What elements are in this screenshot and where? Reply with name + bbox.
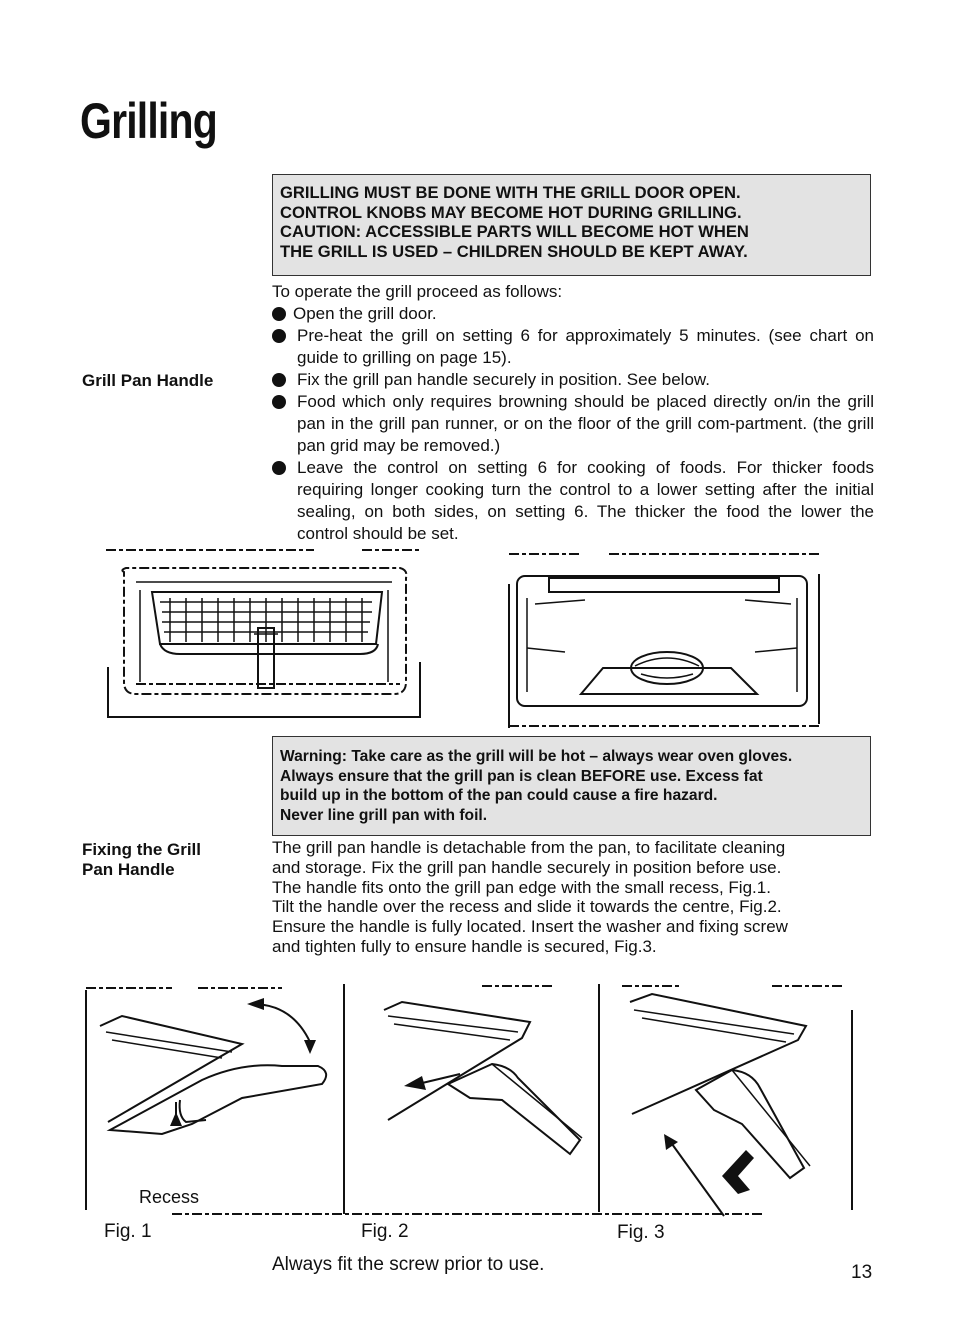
page-title: Grilling: [80, 93, 217, 149]
fig2-drawing: [384, 1002, 582, 1154]
bullet-icon: [272, 461, 286, 475]
grill-compartment-illustration: [505, 548, 825, 732]
screw-note: Always fit the screw prior to use.: [272, 1254, 545, 1275]
bullet-icon: [272, 329, 286, 343]
warning-line: build up in the bottom of the pan could cause a fire hazard.: [280, 787, 718, 805]
list-item: Leave the control on setting 6 for cooking of foods. For thicker foods requiring longer cooking turn the control to a lower setting after the initial sealing, on both sides, on setting 6. The thicker the food the lower the control should be set.: [272, 457, 874, 545]
list-item: Fix the grill pan handle securely in position. See below.: [272, 369, 874, 391]
list-item: Pre-heat the grill on setting 6 for approximately 5 minutes. (see chart on guide to grilling on page 15).: [272, 325, 874, 369]
list-item: Food which only requires browning should be placed directly on/in the grill pan in the grill pan runner, or on the floor of the grill com-partment. (the grill pan grid may be removed.): [272, 391, 874, 457]
warning-line: Always ensure that the grill pan is clean BEFORE use. Excess fat: [280, 767, 763, 785]
warning-line: THE GRILL IS USED – CHILDREN SHOULD BE KEPT AWAY.: [280, 241, 748, 261]
fig3-drawing: [630, 994, 810, 1216]
page-number: 13: [851, 1262, 873, 1283]
fig2-caption: Fig. 2: [361, 1221, 409, 1242]
instruction-list: [272, 303, 874, 545]
fixing-paragraph: [272, 838, 874, 957]
paragraph-line: The handle fits onto the grill pan edge with the small recess, Fig.1.: [272, 877, 771, 897]
fixing-heading-line: Pan Handle: [82, 860, 175, 879]
warning-line: Warning: Take care as the grill will be hot – always wear oven gloves.: [280, 748, 793, 765]
list-item: Open the grill door.: [272, 303, 874, 325]
handle-fixing-figures: [82, 980, 862, 1220]
hot-grill-warning-box: [272, 736, 871, 836]
warning-line: GRILLING MUST BE DONE WITH THE GRILL DOOR OPEN.: [280, 183, 741, 202]
fixing-heading-line: Fixing the Grill: [82, 840, 202, 859]
warning-line: CAUTION: ACCESSIBLE PARTS WILL BECOME HOT WHEN: [280, 222, 749, 242]
grill-instructions: [272, 281, 874, 545]
paragraph-line: and storage. Fix the grill pan handle securely in position before use.: [272, 857, 782, 877]
fixing-handle-heading: [82, 840, 201, 880]
grill-pan-illustration: [100, 542, 430, 722]
warning-line: Never line grill pan with foil.: [280, 806, 488, 824]
warning-line: CONTROL KNOBS MAY BECOME HOT DURING GRILLING.: [280, 202, 742, 222]
paragraph-line: Ensure the handle is fully located. Insert the washer and fixing screw: [272, 917, 788, 937]
paragraph-line: The grill pan handle is detachable from the pan, to facilitate cleaning: [272, 838, 786, 857]
fig1-caption: Fig. 1: [104, 1221, 152, 1242]
paragraph-line: and tighten fully to ensure handle is secured, Fig.3.: [272, 936, 657, 956]
fig1-drawing: [100, 998, 326, 1134]
grill-pan-handle-heading: Grill Pan Handle: [82, 371, 214, 390]
bullet-icon: [272, 395, 286, 409]
paragraph-line: Tilt the handle over the recess and slide it towards the centre, Fig.2.: [272, 897, 782, 917]
bullet-icon: [272, 307, 286, 321]
recess-label: Recess: [139, 1187, 200, 1207]
fig3-caption: Fig. 3: [617, 1222, 665, 1243]
instructions-intro: To operate the grill proceed as follows:: [272, 282, 563, 301]
bullet-icon: [272, 373, 286, 387]
grill-door-warning-box: [272, 174, 871, 276]
